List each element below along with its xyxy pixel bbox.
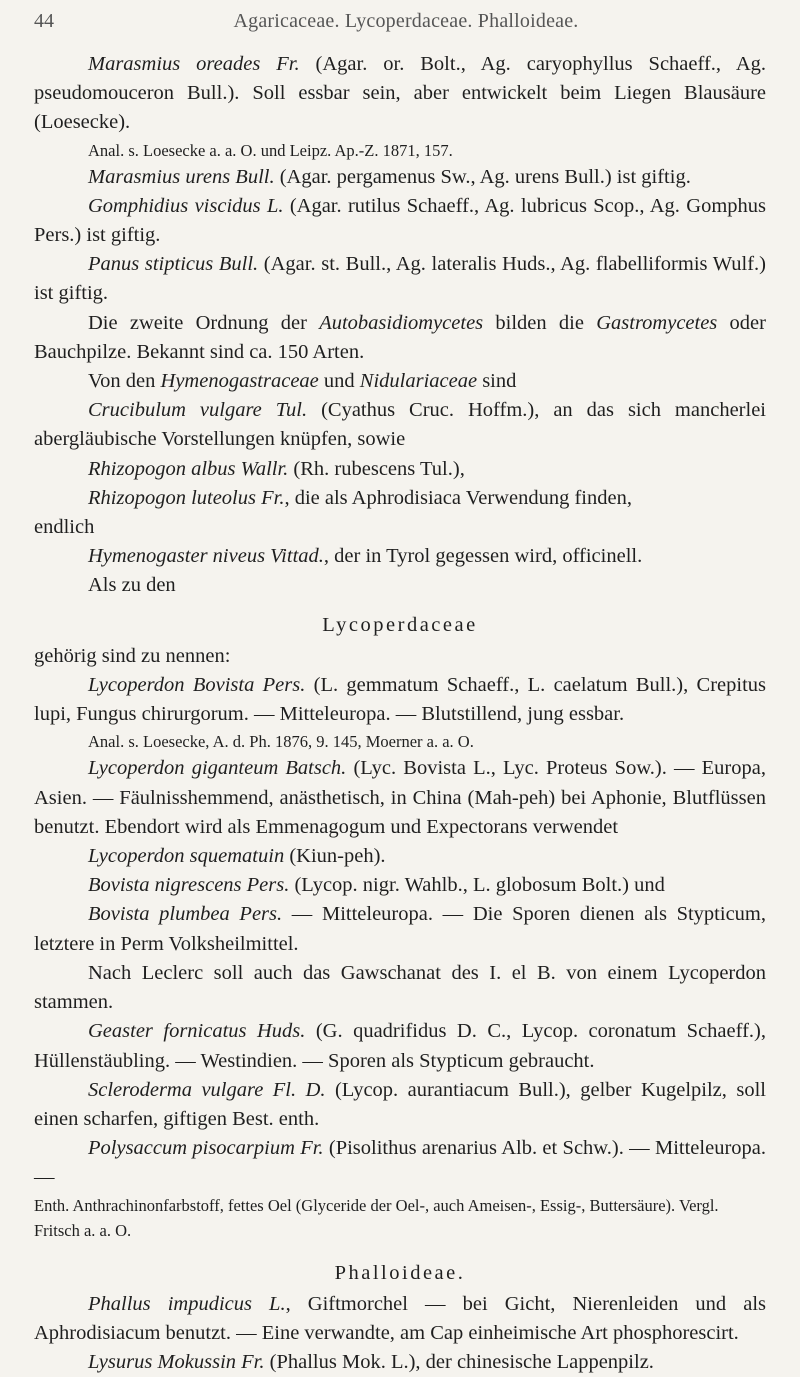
entry-text: (L. gemmatum Schaeff., L. caelatum Bull.), Crepitus lupi, Fungus chirurgorum. — Mitteleuropa. — Blutstillend, jung essbar.: [34, 674, 766, 726]
reference-note: Anal. s. Loesecke, A. d. Ph. 1876, 9. 145, Moerner a. a. O.: [88, 732, 474, 752]
taxon-name: Polysaccum pisocarpium Fr.: [88, 1137, 324, 1160]
taxon-name: Phallus impudicus L.: [88, 1292, 286, 1315]
entry-text: oder Bauchpilze. Bekannt sind ca. 150 Arten.: [34, 311, 766, 363]
taxon-name: Scleroderma vulgare Fl. D.: [88, 1078, 326, 1101]
taxon-name: Crucibulum vulgare Tul.: [88, 399, 308, 422]
entry-text: (Agar. pergamenus Sw., Ag. urens Bull.) ist giftig.: [274, 165, 691, 188]
entry-text: (Kiun-peh).: [284, 845, 386, 868]
entry-paragraph: [34, 542, 766, 571]
entry-text: (Pisolithus arenarius Alb. et Schw.). — Mitteleuropa. —: [34, 1137, 766, 1189]
taxon-name: Bovista nigrescens Pers.: [88, 874, 290, 897]
text-run: Die zweite Ordnung der: [88, 311, 320, 334]
text-run: bilden die: [483, 311, 597, 334]
taxon-name: Rhizopogon luteolus Fr.: [88, 486, 285, 509]
running-head: Agaricaceae. Lycoperdaceae. Phalloideae.: [233, 10, 579, 32]
entry-paragraph: [34, 754, 766, 842]
text-block-phalloideae: [34, 1290, 766, 1377]
taxon-name: Hymenogaster niveus Vittad.: [88, 545, 324, 568]
entry-paragraph: [34, 192, 766, 250]
entry-paragraph: [34, 396, 766, 454]
entry-text: , die als Aphrodisiaca Verwendung finden,: [284, 486, 632, 509]
taxon-name: Lycoperdon squematuin: [88, 845, 285, 868]
taxon-name: Lycoperdon Bovista Pers.: [88, 674, 306, 697]
entry-text: sind: [477, 370, 517, 393]
section-heading-phalloideae: Phalloideae.: [334, 1261, 466, 1284]
taxon-name: Hymenogastraceae: [160, 370, 319, 393]
taxon-name: Marasmius urens Bull.: [88, 165, 275, 188]
taxon-name: Marasmius oreades Fr.: [88, 53, 300, 75]
entry-text: , der in Tyrol gegessen wird, officinell.: [323, 545, 643, 568]
entry-text: (Cyathus Cruc. Hoffm.), an das sich mancherlei abergläubische Vorstellungen knüpfen, sowie: [34, 399, 766, 451]
entry-paragraph: [34, 367, 766, 396]
entry-text: Als zu den: [88, 574, 176, 597]
entry-paragraph: [34, 1290, 766, 1348]
entry-text: , Giftmorchel — bei Gicht, Nierenleiden und als Aphrodisiacum benutzt. — Eine verwandte, am Cap einheimische Art phosphorescirt.: [34, 1292, 766, 1344]
entry-paragraph: [34, 900, 766, 958]
entry-paragraph: [34, 484, 766, 513]
page-header: [34, 10, 766, 50]
taxon-name: Gastromycetes: [596, 311, 718, 334]
entry-paragraph: [34, 671, 766, 729]
page-number: 44: [34, 10, 54, 32]
entry-text: (Agar. or. Bolt., Ag. caryophyllus Schaeff., Ag. pseudomouceron Bull.). Soll essbar sein, aber entwickelt beim Liegen Blausäure (Loesecke).: [34, 53, 766, 134]
entry-text: (Rh. rubescens Tul.),: [288, 457, 465, 480]
entry-paragraph: [34, 1134, 766, 1192]
entry-paragraph: [34, 50, 766, 138]
entry-text: — Mitteleuropa. — Die Sporen dienen als Stypticum, letztere in Perm Volksheilmittel.: [34, 903, 766, 955]
entry-text: Nach Leclerc soll auch das Gawschanat des I. el B. von einem Lycoperdon stammen.: [34, 961, 766, 1014]
section-heading-lycoperdaceae: Lycoperdaceae: [322, 613, 478, 636]
reference-note: Anal. s. Loesecke a. a. O. und Leipz. Ap.-Z. 1871, 157.: [88, 140, 453, 160]
text-run: und: [318, 370, 360, 393]
entry-paragraph: [34, 842, 766, 871]
entry-paragraph: [34, 455, 766, 484]
entry-paragraph: [34, 871, 766, 900]
entry-paragraph: [34, 1076, 766, 1134]
entry-text: (G. quadrifidus D. C., Lycop. coronatum Schaeff.), Hüllenstäubling. — Westindien. — Sporen als Stypticum gebraucht.: [34, 1020, 766, 1072]
taxon-name: Autobasidiomycetes: [319, 311, 484, 334]
entry-paragraph: [34, 250, 766, 308]
taxon-name: Panus stipticus Bull.: [88, 253, 259, 276]
entry-text: (Agar. st. Bull., Ag. lateralis Huds., Ag. flabelliformis Wulf.) ist giftig.: [34, 253, 767, 305]
taxon-name: Nidulariaceae: [359, 370, 478, 393]
taxon-name: Gomphidius viscidus L.: [88, 194, 284, 217]
text-block-agaricaceae: [34, 50, 766, 601]
text-run: Von den: [88, 370, 161, 393]
entry-text: (Agar. rutilus Schaeff., Ag. lubricus Scop., Ag. Gomphus Pers.) ist giftig.: [34, 194, 766, 247]
entry-text: (Lycop. aurantiacum Bull.), gelber Kugelpilz, soll einen scharfen, giftigen Best. enth.: [34, 1078, 766, 1130]
entry-text: (Phallus Mok. L.), der chinesische Lappenpilz.: [264, 1351, 654, 1374]
taxon-name: Lysurus Mokussin Fr.: [88, 1351, 265, 1374]
entry-paragraph: [34, 309, 766, 367]
entry-text: (Lycop. nigr. Wahlb., L. globosum Bolt.) und: [289, 874, 665, 897]
text-block-lycoperdaceae: [34, 642, 766, 1243]
text-line: endlich: [34, 516, 95, 539]
reference-note: Enth. Anthrachinonfarbstoff, fettes Oel (Glyceride der Oel-, auch Ameisen-, Essig-, Buttersäure). Vergl. Fritsch a. a. O.: [34, 1195, 719, 1240]
text-line: gehörig sind zu nennen:: [34, 644, 231, 667]
entry-paragraph: [34, 959, 766, 1017]
taxon-name: Geaster fornicatus Huds.: [88, 1020, 306, 1043]
taxon-name: Rhizopogon albus Wallr.: [88, 457, 289, 480]
entry-paragraph: [34, 163, 766, 192]
entry-paragraph: [34, 1017, 766, 1075]
entry-paragraph: [34, 571, 766, 600]
taxon-name: Bovista plumbea Pers.: [88, 903, 283, 926]
taxon-name: Lycoperdon giganteum Batsch.: [88, 757, 347, 780]
entry-text: (Lyc. Bovista L., Lyc. Proteus Sow.). — Europa, Asien. — Fäulnisshemmend, anästhetisch, in China (Mah-peh) bei Aphonie, Blutflüssen benutzt. Ebendort wird als Emmenagogum und Expectorans verwendet: [34, 757, 766, 838]
